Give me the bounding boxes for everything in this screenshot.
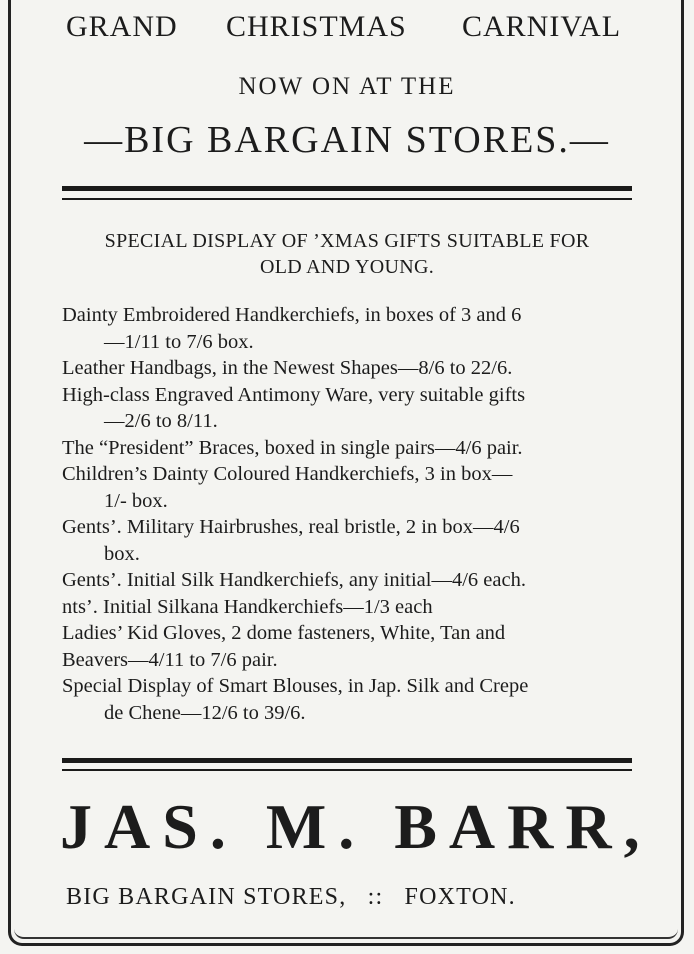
gift-item bbox=[62, 594, 642, 621]
headline-now-on: NOW ON AT THE bbox=[238, 73, 456, 100]
gift-item bbox=[62, 514, 642, 567]
gift-item-text: High-class Engraved Antimony Ware, very suitable gifts bbox=[62, 383, 526, 406]
gift-item bbox=[62, 673, 642, 726]
gift-item bbox=[62, 382, 642, 435]
gift-item-price: —2/6 to 8/11. bbox=[104, 410, 218, 432]
footer-line bbox=[66, 884, 516, 911]
gift-item bbox=[62, 461, 642, 514]
divider-top-thick bbox=[62, 186, 632, 191]
border-inner-line bbox=[14, 929, 678, 939]
gift-item-text: Special Display of Smart Blouses, in Jap. Silk and Crepe bbox=[62, 675, 529, 697]
gift-item bbox=[62, 435, 642, 462]
footer-town: FOXTON. bbox=[404, 884, 516, 910]
intro-line-2: OLD AND YOUNG. bbox=[259, 256, 434, 278]
gift-item-price: box. bbox=[104, 542, 140, 565]
gift-item-text: Children’s Dainty Coloured Handkerchiefs, 3 in box— bbox=[62, 463, 513, 485]
footer-store: BIG BARGAIN STORES, bbox=[66, 884, 347, 910]
gift-item-text: nts’. Initial Silkana Handkerchiefs—1/3 each bbox=[62, 595, 433, 618]
gift-item bbox=[62, 302, 642, 355]
gift-item-price: 1/- box. bbox=[104, 489, 168, 512]
divider-top-thin bbox=[62, 198, 632, 200]
divider-bottom-thin bbox=[62, 769, 632, 771]
gift-item bbox=[62, 567, 642, 594]
gift-item-text: Gents’. Initial Silk Handkerchiefs, any initial—4/6 each. bbox=[62, 569, 526, 591]
gift-item-price: de Chene—12/6 to 39/6. bbox=[104, 701, 306, 724]
gift-item-text: The “President” Braces, boxed in single pairs—4/6 pair. bbox=[62, 436, 523, 459]
headline-grand: GRAND bbox=[66, 10, 178, 43]
gift-item-price: —1/11 to 7/6 box. bbox=[104, 330, 254, 353]
divider-bottom-thick bbox=[62, 758, 632, 763]
footer-separator: :: bbox=[367, 884, 384, 910]
gift-item-text: Ladies’ Kid Gloves, 2 dome fasteners, White, Tan and bbox=[62, 622, 506, 644]
gift-item bbox=[62, 647, 642, 674]
gift-item bbox=[62, 620, 642, 647]
intro-line-1: SPECIAL DISPLAY OF ’XMAS GIFTS SUITABLE FOR bbox=[104, 230, 590, 252]
headline-carnival: CARNIVAL bbox=[462, 10, 622, 43]
merchant-signature: JAS. M. BARR, bbox=[60, 791, 652, 862]
gift-item-text: Beavers—4/11 to 7/6 pair. bbox=[62, 648, 278, 671]
headline-store-name: —BIG BARGAIN STORES.— bbox=[84, 119, 610, 161]
gift-item-text: Dainty Embroidered Handkerchiefs, in boxes of 3 and 6 bbox=[62, 304, 522, 326]
gift-item-text: Leather Handbags, in the Newest Shapes—8/6 to 22/6. bbox=[62, 357, 513, 379]
gift-list bbox=[62, 302, 642, 726]
gift-item bbox=[62, 355, 642, 382]
headline-christmas: CHRISTMAS bbox=[226, 10, 407, 43]
gift-item-text: Gents’. Military Hairbrushes, real bristle, 2 in box—4/6 bbox=[62, 516, 520, 538]
